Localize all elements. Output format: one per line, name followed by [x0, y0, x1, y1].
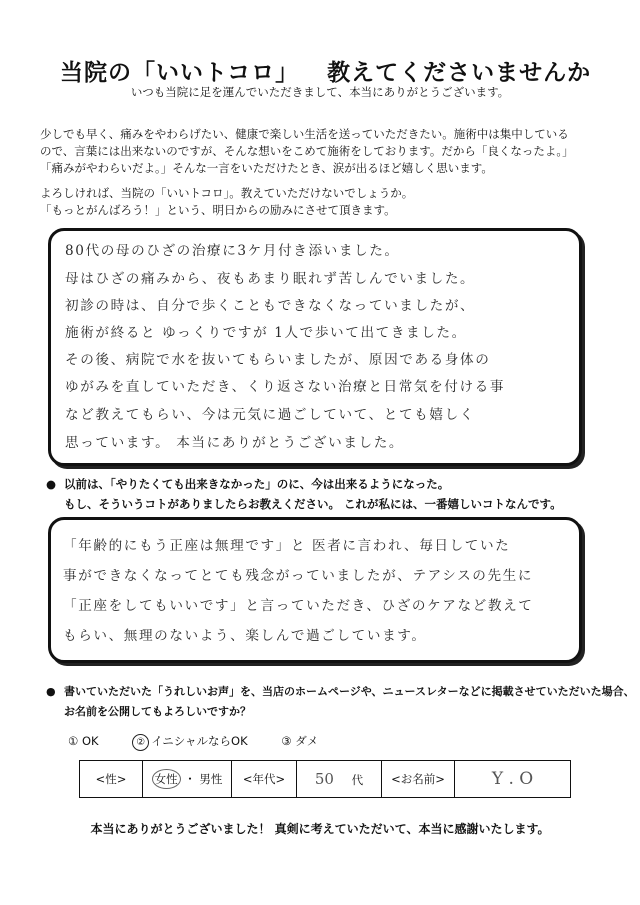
answer-line: その後、病院で水を抜いてもらいましたが、原因である身体の [65, 352, 491, 368]
question-2-line-2: もし、そういうコトがありましたらお教えください。 これが私には、一番嬉しいコトなんです。 [64, 497, 562, 511]
question-2-line-1: 以前は、「やりたくても出来きなかった」のに、今は出来るようになった。 [64, 477, 450, 491]
age-label: <年代> [232, 761, 297, 798]
choice-no[interactable]: ③ ダメ [281, 734, 319, 748]
sex-field[interactable] [143, 761, 232, 798]
page-subtitle: いつも当院に足を運んでいただきまして、本当にありがとうございます。 [130, 85, 510, 99]
answer-line: 「正座をしてもいいです」と言っていただき、ひざのケアなど教えて [63, 598, 534, 614]
intro-paragraph-2 [40, 185, 605, 219]
answer-line: 「年齢的にもう正座は無理です」と 医者に言われ、毎日していた [63, 538, 511, 554]
question-3-line-1: 書いていただいた「うれしいお声」を、当店のホームページや、ニュースレターなどに掲載させていただいた場合、 [64, 685, 635, 698]
publish-choices [68, 733, 348, 751]
answer-line: など教えてもらい、今は元気に過ごしていて、とても嬉しく [65, 407, 475, 423]
bullet-icon: ● [46, 477, 57, 491]
answer-line: ゆがみを直していただき、くり返さない治療と日常気を付ける事 [65, 379, 506, 395]
title-left: 当院の「いいトコロ」 [60, 60, 300, 86]
age-field[interactable] [297, 761, 382, 798]
question-2 [46, 474, 626, 514]
choice-ok[interactable]: ① OK [68, 734, 99, 748]
intro-line: 「痛みがやわらいだよ。」そんな一言をいただけたとき、涙が出るほど嬉しく思います。 [40, 161, 493, 175]
sex-separator: ・ [184, 772, 196, 786]
intro-line: ので、言葉には出来ないのですが、そんな想いをこめて施術をしております。だから「良くなったよ。」 [40, 144, 574, 158]
handwritten-answer-2 [63, 534, 571, 654]
handwritten-answer-1 [65, 239, 570, 459]
closing-message: 本当にありがとうございました！ 真剣に考えていただいて、本当に感謝いたします。 [90, 822, 550, 836]
name-field[interactable] [455, 761, 571, 798]
page-title [60, 54, 600, 87]
choice-initials-ok[interactable]: ② イニシャルならOK [132, 734, 247, 748]
answer-line: 思っています。 本当にありがとうございました。 [65, 435, 405, 451]
answer-box-2 [48, 517, 582, 663]
answer-box-1 [48, 228, 582, 466]
info-table [79, 760, 571, 798]
intro-line: 「もっとがんばろう！」という、明日からの励みにさせて頂きます。 [40, 203, 396, 217]
question-3-line-2: お名前を公開してもよろしいですか？ [64, 705, 251, 718]
answer-line: 事ができなくなってとても残念がっていましたが、テアシスの先生に [63, 568, 534, 584]
selected-circle-mark: ② [132, 734, 149, 751]
question-3 [46, 682, 636, 722]
intro-line: 少しでも早く、痛みをやわらげたい、健康で楽しい生活を送っていただきたい。施術中は集中している [40, 127, 569, 141]
name-label: <お名前> [382, 761, 455, 798]
answer-line: 施術が終ると ゆっくりですが 1人で歩いて出てきました。 [65, 325, 467, 341]
sex-female: 女性 [152, 769, 181, 789]
name-value: Y . O [491, 769, 534, 789]
answer-line: 母はひざの痛みから、夜もあまり眠れず苦しんでいました。 [65, 271, 476, 287]
intro-paragraph-1 [40, 126, 605, 177]
title-right: 教えてくださいませんか [327, 60, 592, 86]
sex-male: 男性 [199, 772, 223, 786]
intro-line: よろしければ、当院の「いいトコロ」。教えていただけないでしょうか。 [40, 186, 414, 200]
answer-line: もらい、無理のないよう、楽しんで過ごしています。 [63, 628, 427, 644]
age-value: 50 [314, 770, 334, 788]
answer-line: 80代の母のひざの治療に3ケ月付き添いました。 [65, 243, 400, 259]
answer-line: 初診の時は、自分で歩くこともできなくなっていましたが、 [65, 298, 476, 314]
sex-label: <性> [80, 761, 143, 798]
bullet-icon: ● [46, 685, 56, 698]
age-suffix: 代 [351, 773, 364, 787]
